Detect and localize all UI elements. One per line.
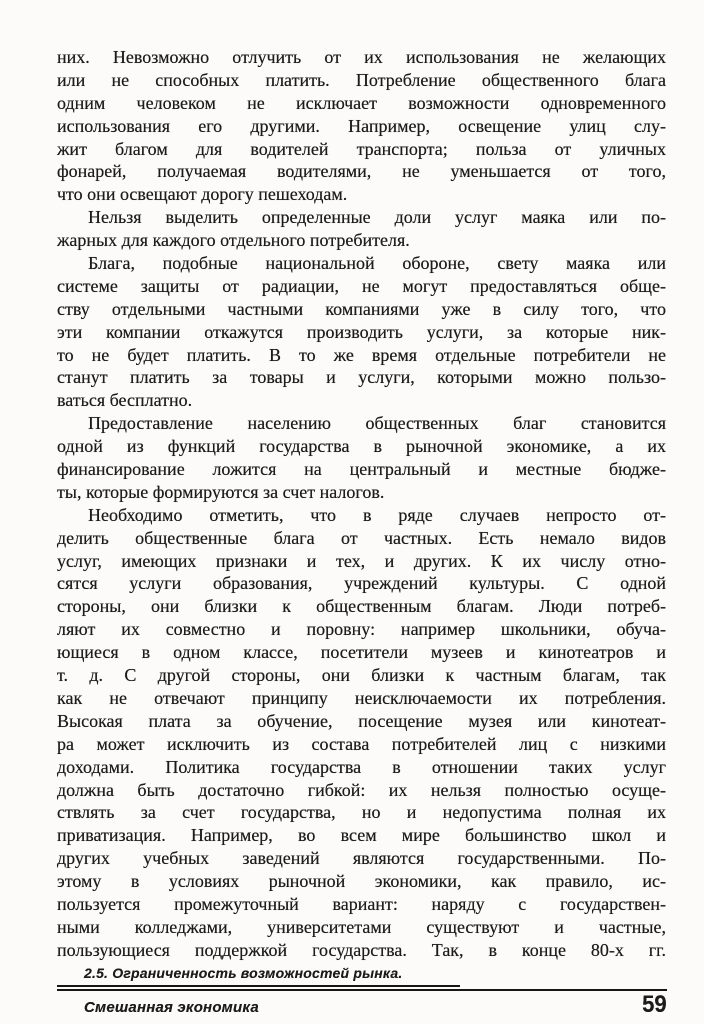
text-line: одной из функций государства в рыночной экономике, а их	[57, 436, 666, 457]
text-line: жарных для каждого отдельного потребителя.	[57, 230, 410, 251]
text-line: приватизация. Например, во всем мире большинство школ и	[57, 825, 666, 846]
text-line: как не отвечают принципу неисключаемости их потребления.	[57, 687, 666, 708]
text-line: Высокая плата за обучение, посещение музея или кинотеат-	[57, 710, 666, 731]
text-line: ра может исключить из состава потребителей лиц с низкими	[57, 733, 666, 754]
text-line: что они освещают дорогу пешеходам.	[57, 184, 348, 205]
text-line: этому в условиях рыночной экономики, как правило, ис-	[57, 871, 666, 892]
text-line: Блага, подобные национальной обороне, свету маяка или	[88, 253, 666, 274]
text-line: ляют их совместно и поровну: например школьники, обуча-	[57, 619, 666, 640]
page-footer	[57, 964, 667, 1018]
text-line: ющиеся в одном классе, посетители музеев и кинотеатров и	[57, 642, 666, 663]
text-line: Необходимо отметить, что в ряде случаев непросто от-	[88, 504, 666, 525]
page-number: 59	[642, 991, 667, 1018]
text-line: Предоставление населению общественных благ становится	[88, 413, 666, 434]
text-line: Нельзя выделить определенные доли услуг маяка или по-	[88, 207, 666, 228]
text-line: других учебных заведений являются государственными. По-	[57, 848, 666, 869]
running-footer	[57, 991, 667, 1018]
text-line: финансирование ложится на центральный и местные бюдже-	[57, 459, 666, 480]
text-line: пользуется промежуточный вариант: наряду с государствен-	[57, 893, 666, 914]
text-line: то не будет платить. В то же время отдельные потребители не	[57, 344, 666, 365]
running-title: Смешанная экономика	[84, 999, 259, 1016]
text-line: или не способных платить. Потребление общественного блага	[57, 69, 666, 90]
text-line: одним человеком не исключает возможности одновременного	[57, 92, 666, 113]
page-body	[57, 46, 666, 962]
text-line: пользующиеся поддержкой государства. Так, в конце 80-х гг.	[57, 939, 666, 960]
footnote-section-ref: 2.5. Ограниченность возможностей рынка.	[84, 965, 403, 981]
text-line: делить общественные блага от частных. Есть немало видов	[57, 527, 666, 548]
footer-rule	[57, 989, 667, 992]
text-line: стороны, они близки к общественным благам. Люди потреб-	[57, 596, 666, 617]
text-line: должна быть достаточно гибкой: их нельзя полностью осуще-	[57, 779, 666, 800]
text-line: доходами. Политика государства в отношении таких услуг	[57, 756, 666, 777]
text-line: услуг, имеющих признаки и тех, и других. К их числу отно-	[57, 550, 666, 571]
text-line: жит благом для водителей транспорта; польза от уличных	[57, 138, 666, 159]
text-line: станут платить за товары и услуги, которыми можно пользо-	[57, 367, 666, 388]
text-line: эти компании откажутся производить услуги, за которые ник-	[57, 321, 666, 342]
text-line: них. Невозможно отлучить от их использования не желающих	[57, 47, 666, 67]
text-line: ствлять за счет государства, но и недопустима полная их	[57, 802, 666, 823]
text-line: фонарей, получаемая водителями, не уменьшается от того,	[57, 161, 666, 182]
text-line: ству отдельными частными компаниями уже в силу того, что	[57, 298, 666, 319]
text-line: ваться бесплатно.	[57, 390, 193, 411]
text-line: системе защиты от радиации, не могут предоставляться обще-	[57, 275, 666, 296]
text-line: использования его другими. Например, освещение улиц слу-	[57, 115, 666, 136]
text-line: ными колледжами, университетами существуют и частные,	[57, 916, 666, 937]
text-line: сятся услуги образования, учреждений культуры. С одной	[57, 573, 666, 594]
text-line: ты, которые формируются за счет налогов.	[57, 481, 385, 502]
text-line: т. д. С другой стороны, они близки к частным благам, так	[57, 665, 666, 686]
footnote-underline	[57, 985, 460, 987]
